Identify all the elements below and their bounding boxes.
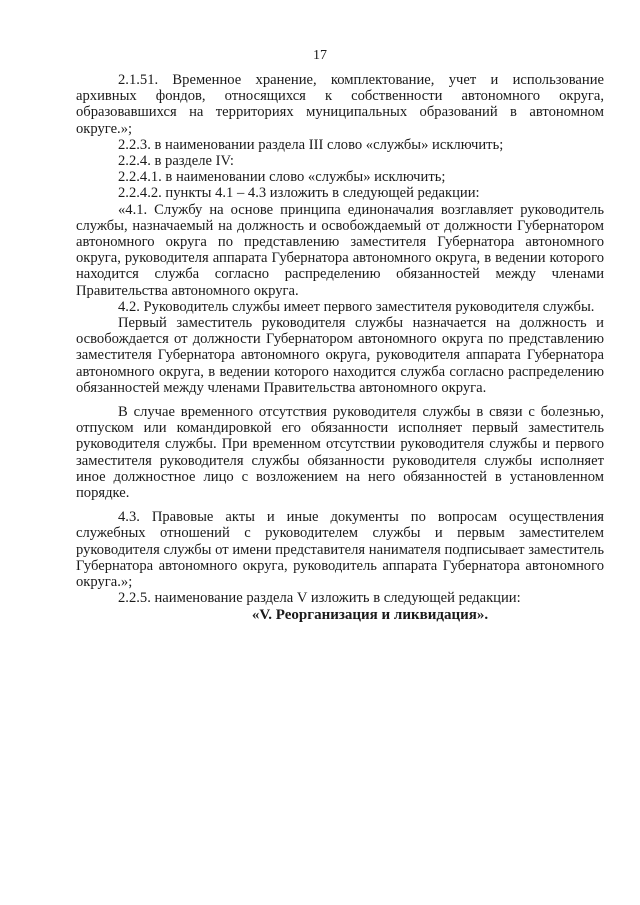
section-heading: «V. Реорганизация и ликвидация». [251, 606, 489, 623]
paragraph-2-2-5: 2.2.5. наименование раздела V изложить в следующей редакции: [118, 590, 521, 607]
paragraph-2-2-4-2: 2.2.4.2. пункты 4.1 – 4.3 изложить в следующей редакции: [118, 185, 480, 202]
paragraph-4-1: «4.1. Службу на основе принципа единоначалия возглавляет руководитель службы, назначаемый на должность и освобождаемый от должности Губернатором автономного округа по представлению заместителя Губернатора автономного округа, руководителя аппарата Губернатора автономного округа, в ведении которого находится служба согласно распределению обязанностей между членами Правительства автономного округа. [76, 201, 604, 299]
paragraph-temporary-absence: В случае временного отсутствия руководителя службы в связи с болезнью, отпуском или командировкой его обязанности исполняет первый заместитель руководителя службы. При временном отсутствии руководителя службы и первого заместителя руководителя службы обязанности руководителя службы исполняет иное должностное лицо с возложением на него обязанностей в установленном порядке. [76, 404, 604, 502]
paragraph-2-1-51: 2.1.51. Временное хранение, комплектование, учет и использование архивных фондов, относящихся к собственности автономного округа, образовавшихся на территориях муниципальных образований в автономном округе.»; [76, 72, 604, 137]
paragraph-2-2-3: 2.2.3. в наименовании раздела III слово «службы» исключить; [118, 136, 504, 153]
paragraph-4-2: 4.2. Руководитель службы имеет первого заместителя руководителя службы. [118, 298, 595, 315]
paragraph-4-3: 4.3. Правовые акты и иные документы по вопросам осуществления служебных отношений с руководителем службы и первым заместителем руководителя службы от имени представителя нанимателя подписывает заместитель Губернатора автономного округа, руководитель аппарата Губернатора автономного округа.»; [76, 509, 604, 591]
paragraph-2-2-4-1: 2.2.4.1. в наименовании слово «службы» исключить; [118, 169, 446, 186]
paragraph-first-deputy: Первый заместитель руководителя службы назначается на должность и освобождается от должности Губернатором автономного округа по представлению заместителя Губернатора автономного округа, руководителя аппарата Губернатора автономного округа, в ведении которого находится служба согласно распределению обязанностей между членами Правительства автономного округа. [76, 315, 604, 396]
page-number: 17 [313, 48, 327, 63]
document-body [76, 72, 604, 623]
paragraph-2-2-4: 2.2.4. в разделе IV: [118, 153, 234, 170]
